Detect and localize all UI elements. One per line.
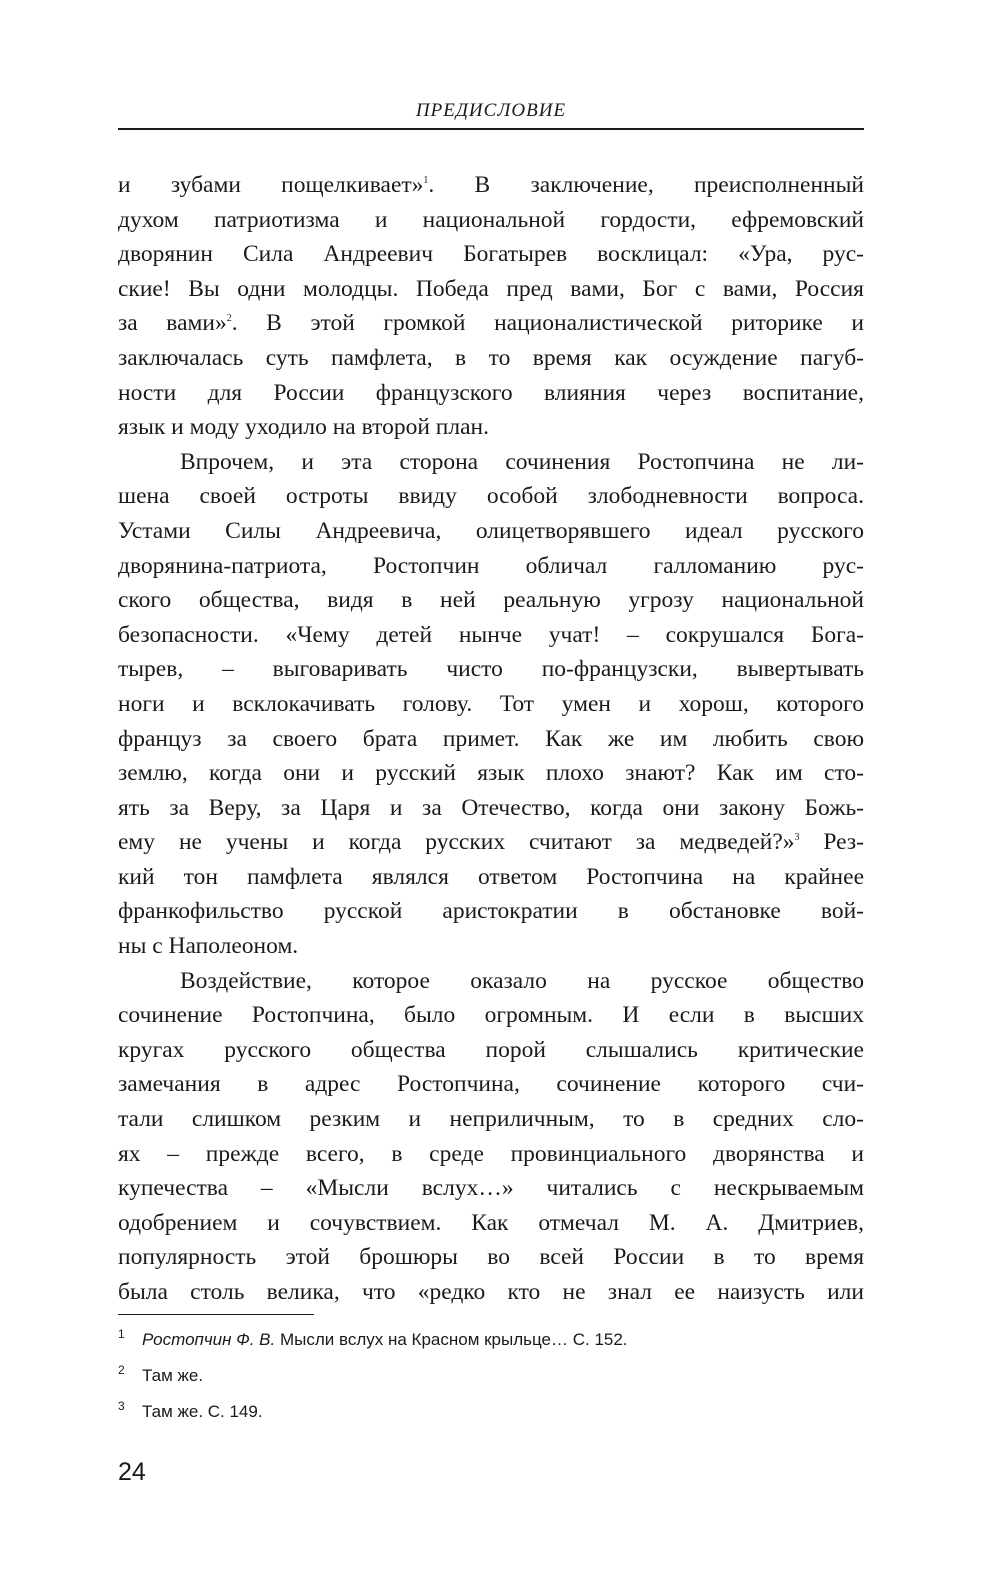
text-line: одобрением и сочувствием. Как отмечал М. А. Дмитриев, xyxy=(118,1209,864,1236)
footnote-item: 1 Ростопчин Ф. В. Мысли вслух на Красном крыльце… С. 152. xyxy=(118,1327,628,1349)
text-line: ему не учены и когда русских считают за медведей?»$^3$ Рез- xyxy=(118,829,864,856)
text-line: землю, когда они и русский язык плохо знают? Как им сто- xyxy=(118,760,864,787)
text-line: ноги и всклокачивать голову. Тот умен и хорош, которого xyxy=(118,690,864,717)
text-line: дворянина-патриота, Ростопчин обличал галломанию рус- xyxy=(118,552,864,579)
footnote-author: Ростопчин Ф. В. xyxy=(142,1330,276,1349)
footnote-ref[interactable]: 1 xyxy=(423,175,429,186)
footnotes xyxy=(118,1322,864,1430)
text-line: ского общества, видя в ней реальную угрозу национальной xyxy=(118,587,864,614)
running-header: ПРЕДИСЛОВИЕ xyxy=(415,100,567,121)
text-line: ях – прежде всего, в среде провинциального дворянства и xyxy=(118,1140,864,1167)
footnote-ref[interactable]: 3 xyxy=(794,832,800,844)
text-line: ять за Веру, за Царя и за Отечество, когда они закону Божь- xyxy=(118,794,864,821)
text-line: за вами»$^2$. В этой громкой националистической риторике и xyxy=(118,310,864,337)
text-line: сочинение Ростопчина, было огромным. И если в высших xyxy=(118,1002,864,1029)
text-line: духом патриотизма и национальной гордости, ефремовский xyxy=(118,206,864,233)
text-line: замечания в адрес Ростопчина, сочинение которого счи- xyxy=(118,1071,864,1098)
text-line: ские! Вы одни молодцы. Победа пред вами, Бог с вами, Россия xyxy=(118,275,864,302)
text-line: Устами Силы Андреевича, олицетворявшего идеал русского xyxy=(118,517,864,544)
text-line: и зубами пощелкивает»$^1$. В заключение, преисполненный xyxy=(118,172,864,198)
text-line: язык и моду уходило на второй план. xyxy=(118,414,489,441)
text-line: Воздействие, которое оказало на русское общество xyxy=(180,967,864,994)
footnote-separator xyxy=(118,1314,314,1315)
header-rule xyxy=(118,128,864,130)
text-line: дворянин Сила Андреевич Богатырев восклицал: «Ура, рус- xyxy=(118,241,864,268)
text-line: ны с Наполеоном. xyxy=(118,933,299,960)
text-line: кий тон памфлета являлся ответом Ростопчина на крайнее xyxy=(118,863,864,890)
text-line: франкофильство русской аристократии в обстановке вой- xyxy=(118,898,864,925)
text-line: кругах русского общества порой слышались критические xyxy=(118,1036,864,1063)
footnote-text: Там же. С. 149. xyxy=(142,1402,263,1421)
text-line: француз за своего брата примет. Как же им любить свою xyxy=(118,725,864,752)
text-line: ности для России французского влияния через воспитание, xyxy=(118,379,864,406)
text-line: Впрочем, и эта сторона сочинения Ростопчина не ли- xyxy=(180,448,864,475)
text-line: купечества – «Мысли вслух…» читались с нескрываемым xyxy=(118,1175,864,1202)
text-line: шена своей остроты ввиду особой злободневности вопроса. xyxy=(118,483,864,510)
text-line: безопасности. «Чему детей нынче учат! – сокрушался Бога- xyxy=(118,621,864,648)
body-text xyxy=(118,168,864,1310)
footnote-item: 3 Там же. С. 149. xyxy=(118,1399,263,1421)
text-line: популярность этой брошюры во всей России в то время xyxy=(118,1244,864,1271)
page-number: 24 xyxy=(118,1458,146,1486)
footnote-text: Мысли вслух на Красном крыльце… С. 152. xyxy=(275,1330,628,1349)
text-line: тали слишком резким и неприличным, то в средних сло- xyxy=(118,1106,864,1133)
footnote-text: Там же. xyxy=(142,1366,204,1385)
footnote-ref[interactable]: 2 xyxy=(226,313,232,325)
text-line: заключалась суть памфлета, в то время как осуждение пагуб- xyxy=(118,344,864,371)
footnote-item: 2 Там же. xyxy=(118,1363,204,1385)
text-line: тырев, – выговаривать чисто по-французски, вывертывать xyxy=(118,656,864,683)
text-line: была столь велика, что «редко кто не знал ее наизусть или xyxy=(118,1279,864,1305)
